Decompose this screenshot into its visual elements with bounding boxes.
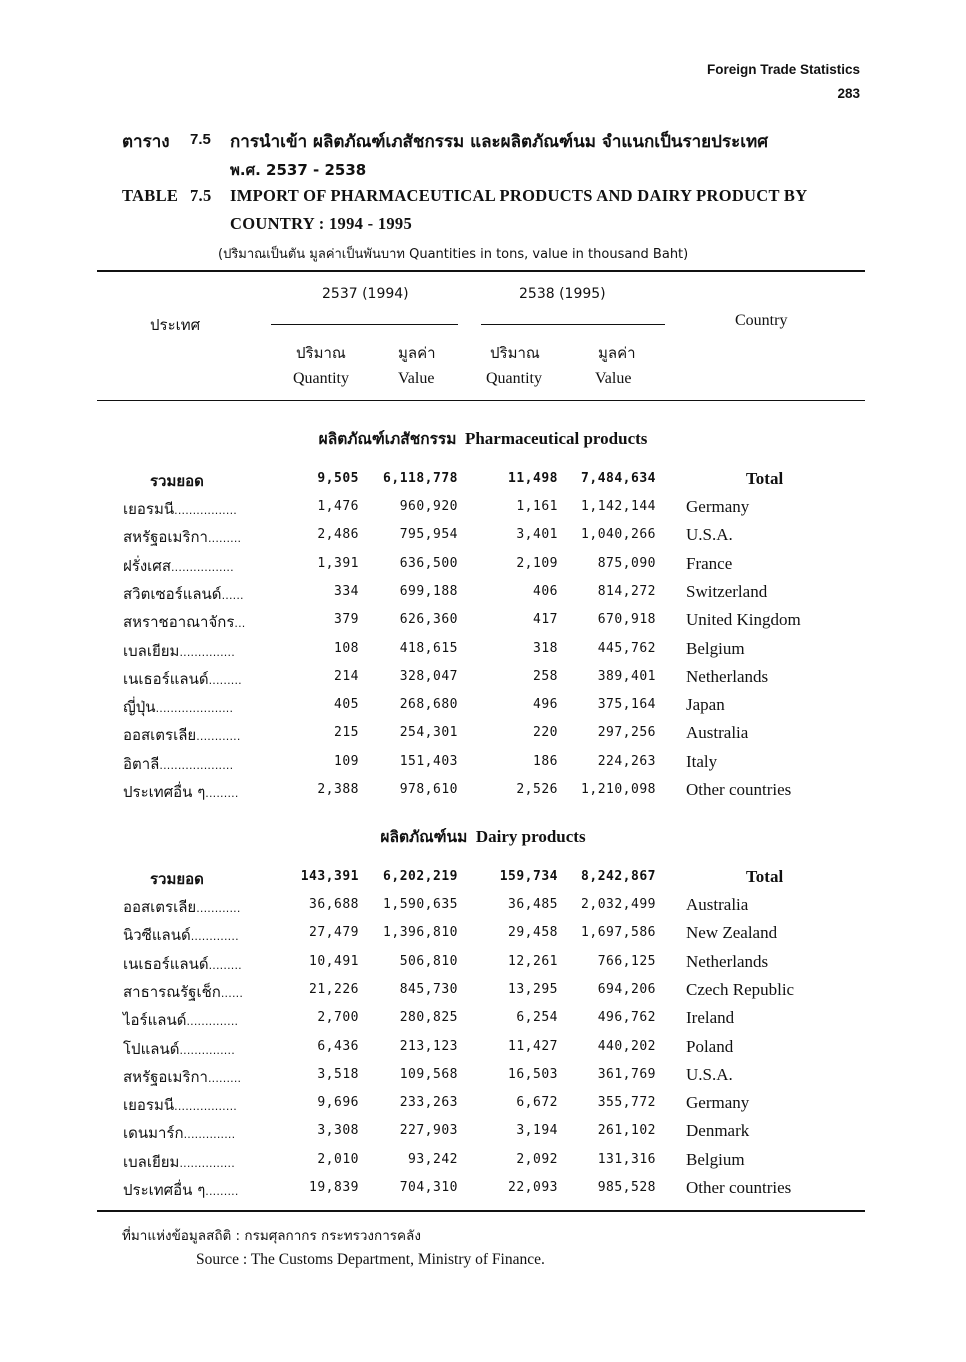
- val2-th-header: มูลค่า: [598, 344, 636, 362]
- row-value-1995: 224,263: [597, 753, 656, 769]
- qty2-en-header: Quantity: [486, 370, 542, 387]
- row-country-en: Poland: [686, 1036, 734, 1056]
- table-row: [0, 752, 966, 776]
- table-row: [0, 525, 966, 549]
- qty2-th-header: ปริมาณ: [490, 344, 540, 362]
- row-value-1994: 506,810: [399, 953, 458, 969]
- row-value-1995: 389,401: [597, 668, 656, 684]
- qty1-en-header: Quantity: [293, 370, 349, 387]
- row-country-th: นิวซีแลนด์.............: [123, 926, 239, 945]
- row-country-en: Belgium: [686, 1149, 745, 1169]
- row-value-1995: 7,484,634: [581, 471, 656, 486]
- row-qty-1995: 12,261: [508, 953, 558, 969]
- row-country-en: Italy: [686, 751, 718, 771]
- row-country-th: สาธารณรัฐเช็ก......: [123, 982, 244, 1001]
- row-qty-1995: 6,672: [516, 1095, 558, 1111]
- row-value-1995: 1,040,266: [581, 527, 656, 543]
- row-country-en: Denmark: [686, 1121, 750, 1141]
- leader-dots: ..............: [183, 1128, 236, 1142]
- table-row: [0, 1093, 966, 1117]
- row-value-1995: 297,256: [597, 725, 656, 741]
- row-value-1994: 93,242: [408, 1151, 458, 1167]
- row-country-th: เดนมาร์ก..............: [123, 1124, 236, 1143]
- row-country-th: ประเทศอื่น ๆ.........: [123, 783, 239, 801]
- row-value-1995: 8,242,867: [581, 869, 656, 884]
- row-qty-1995: 6,254: [516, 1010, 558, 1026]
- row-value-1995: 766,125: [597, 953, 656, 969]
- table-top-rule: [97, 270, 865, 272]
- row-qty-1994: 109: [334, 753, 359, 769]
- table-row-total-pharma: [0, 469, 966, 493]
- row-country-th: รวมยอด: [150, 870, 204, 888]
- row-qty-1994: 27,479: [309, 925, 359, 941]
- table-row: [0, 1178, 966, 1202]
- row-qty-1994: 2,010: [317, 1151, 359, 1167]
- table-number-th: 7.5: [190, 131, 211, 148]
- table-row: [0, 610, 966, 634]
- row-qty-1994: 215: [334, 725, 359, 741]
- leader-dots: ...............: [179, 1156, 235, 1170]
- row-qty-1995: 318: [533, 640, 558, 656]
- row-country-en: Netherlands: [686, 666, 769, 686]
- row-country-en: Netherlands: [686, 951, 769, 971]
- row-value-1994: 280,825: [399, 1010, 458, 1026]
- section-title-dairy: [0, 824, 966, 849]
- row-country-en: Switzerland: [686, 581, 768, 601]
- title-en-line1: IMPORT OF PHARMACEUTICAL PRODUCTS AND DAIRY PRODUCT BY: [230, 186, 808, 205]
- row-country-th: ญี่ปุ่น.....................: [123, 698, 234, 717]
- row-value-1995: 875,090: [597, 555, 656, 571]
- table-row-total-dairy: [0, 867, 966, 891]
- qty1-th-header: ปริมาณ: [296, 344, 346, 362]
- row-country-th: ประเทศอื่น ๆ.........: [123, 1181, 239, 1199]
- row-qty-1995: 11,498: [508, 471, 558, 486]
- row-country-th: ไอร์แลนด์..............: [123, 1011, 239, 1030]
- row-qty-1994: 19,839: [309, 1180, 359, 1195]
- val1-th-header: มูลค่า: [398, 344, 436, 362]
- row-value-1995: 1,210,098: [581, 782, 656, 797]
- row-value-1994: 845,730: [399, 981, 458, 997]
- row-value-1995: 2,032,499: [581, 897, 656, 912]
- row-value-1994: 960,920: [399, 499, 458, 514]
- row-country-th: ออสเตรเลีย............: [123, 898, 241, 916]
- row-qty-1995: 1,161: [516, 499, 558, 514]
- row-qty-1995: 406: [533, 583, 558, 599]
- row-qty-1994: 3,518: [317, 1066, 359, 1082]
- header-bottom-rule: [97, 400, 865, 401]
- row-country-th: ออสเตรเลีย............: [123, 726, 241, 745]
- row-value-1995: 496,762: [597, 1010, 656, 1026]
- row-country-en: New Zealand: [686, 923, 778, 943]
- leader-dots: ......: [221, 588, 244, 602]
- val1-en-header: Value: [398, 370, 435, 387]
- row-value-1994: 233,263: [399, 1095, 458, 1111]
- row-qty-1994: 2,486: [317, 527, 359, 543]
- year1-underline: [271, 324, 458, 325]
- row-qty-1995: 16,503: [508, 1066, 558, 1082]
- row-value-1994: 418,615: [399, 640, 458, 656]
- year1-header: 2537 (1994): [322, 286, 409, 302]
- row-qty-1995: 417: [533, 612, 558, 628]
- table-row: [0, 582, 966, 606]
- row-qty-1994: 1,476: [317, 499, 359, 514]
- row-qty-1995: 3,401: [516, 527, 558, 543]
- row-qty-1994: 143,391: [300, 869, 359, 884]
- table-row: [0, 895, 966, 919]
- leader-dots: .........: [207, 532, 242, 546]
- row-value-1994: 254,301: [399, 725, 458, 741]
- row-country-en: Czech Republic: [686, 979, 795, 999]
- table-row: [0, 497, 966, 521]
- row-qty-1994: 9,505: [317, 471, 359, 486]
- row-value-1995: 1,142,144: [581, 499, 656, 514]
- row-qty-1995: 159,734: [499, 869, 558, 884]
- leader-dots: .........: [208, 958, 242, 972]
- year2-header: 2538 (1995): [519, 286, 606, 302]
- row-country-th: เนเธอร์แลนด์.........: [123, 954, 242, 973]
- row-value-1994: 328,047: [399, 668, 458, 684]
- row-qty-1995: 258: [533, 668, 558, 684]
- row-country-th: สหราชอาณาจักร...: [123, 613, 246, 632]
- row-value-1995: 445,762: [597, 640, 656, 656]
- row-country-th: เบลเยียม...............: [123, 641, 235, 660]
- row-qty-1994: 405: [334, 697, 359, 713]
- table-row: [0, 923, 966, 947]
- row-value-1995: 361,769: [597, 1066, 656, 1082]
- table-label-th: ตาราง: [122, 132, 170, 152]
- leader-dots: .........: [205, 1185, 239, 1198]
- row-country-th: เบลเยียม...............: [123, 1152, 235, 1171]
- row-country-th: เยอรมนี.................: [123, 1096, 237, 1115]
- row-qty-1994: 6,436: [317, 1038, 359, 1054]
- row-qty-1994: 2,700: [317, 1010, 359, 1026]
- row-country-th: เยอรมนี.................: [123, 500, 237, 518]
- page-number: 283: [837, 86, 860, 101]
- row-country-en: Germany: [686, 497, 750, 516]
- row-qty-1995: 29,458: [508, 925, 558, 941]
- row-country-en: France: [686, 553, 733, 573]
- table-label-en: TABLE: [122, 186, 179, 205]
- section-title-dairy-en: Dairy products: [475, 827, 586, 846]
- table-row: [0, 1121, 966, 1145]
- row-country-th: สหรัฐอเมริกา.........: [123, 1067, 242, 1086]
- leader-dots: .................: [170, 560, 234, 574]
- row-value-1995: 694,206: [597, 981, 656, 997]
- row-value-1995: 375,164: [597, 697, 656, 713]
- table-row: [0, 667, 966, 691]
- country-th-header: ประเทศ: [150, 316, 201, 334]
- row-value-1995: 261,102: [597, 1123, 656, 1139]
- source-th: ที่มาแห่งข้อมูลสถิติ : กรมศุลกากร กระทรวงการคลัง: [122, 1228, 421, 1244]
- row-qty-1994: 3,308: [317, 1123, 359, 1139]
- row-value-1995: 131,316: [597, 1151, 656, 1167]
- row-qty-1994: 1,391: [317, 555, 359, 571]
- table-row: [0, 1037, 966, 1061]
- row-country-en: Australia: [686, 723, 749, 743]
- row-qty-1995: 186: [533, 753, 558, 769]
- title-th-line2: พ.ศ. 2537 - 2538: [230, 161, 367, 179]
- row-country-th: โปแลนด์...............: [123, 1039, 235, 1058]
- row-qty-1995: 2,526: [516, 782, 558, 797]
- row-value-1995: 814,272: [597, 583, 656, 599]
- leader-dots: ......: [220, 986, 244, 1000]
- row-country-th: สหรัฐอเมริกา.........: [123, 528, 242, 547]
- row-qty-1995: 496: [533, 697, 558, 713]
- leader-dots: .................: [174, 504, 237, 517]
- table-row: [0, 1008, 966, 1032]
- row-country-en: Total: [746, 867, 784, 886]
- leader-dots: ..............: [186, 1015, 239, 1029]
- row-qty-1994: 9,696: [317, 1095, 359, 1111]
- row-qty-1994: 36,688: [309, 897, 359, 912]
- leader-dots: .................: [174, 1100, 237, 1114]
- row-country-en: Other countries: [686, 1178, 792, 1197]
- table-row: [0, 1150, 966, 1174]
- table-row: [0, 1065, 966, 1089]
- year2-underline: [481, 324, 665, 325]
- row-value-1994: 109,568: [399, 1066, 458, 1082]
- table-bottom-rule: [97, 1210, 865, 1212]
- row-qty-1995: 11,427: [508, 1038, 558, 1054]
- row-country-en: Germany: [686, 1093, 750, 1113]
- row-value-1994: 151,403: [399, 753, 458, 769]
- row-value-1994: 795,954: [399, 527, 458, 543]
- leader-dots: .........: [207, 1071, 242, 1085]
- val2-en-header: Value: [595, 370, 632, 387]
- row-qty-1995: 22,093: [508, 1180, 558, 1195]
- row-qty-1995: 36,485: [508, 897, 558, 912]
- table-row: [0, 780, 966, 804]
- row-qty-1994: 108: [334, 640, 359, 656]
- table-row: [0, 980, 966, 1004]
- row-qty-1995: 13,295: [508, 981, 558, 997]
- row-value-1995: 985,528: [597, 1180, 656, 1195]
- row-country-en: U.S.A.: [686, 525, 733, 545]
- country-en-header: Country: [735, 312, 788, 329]
- leader-dots: ............: [196, 730, 241, 744]
- row-value-1994: 699,188: [399, 583, 458, 599]
- publication-title: Foreign Trade Statistics: [706, 62, 860, 77]
- row-country-th: อิตาลี....................: [123, 754, 234, 773]
- row-value-1994: 636,500: [399, 555, 458, 571]
- row-country-en: Other countries: [686, 780, 792, 799]
- leader-dots: ...............: [179, 1043, 235, 1057]
- row-value-1995: 440,202: [597, 1038, 656, 1054]
- section-title-pharma-en: Pharmaceutical products: [464, 429, 648, 448]
- table-row: [0, 639, 966, 663]
- row-country-th: รวมยอด: [150, 472, 204, 490]
- section-title-pharma-th: ผลิตภัณฑ์เภสัชกรรม: [318, 430, 457, 448]
- table-row: [0, 554, 966, 578]
- leader-dots: .........: [208, 673, 242, 687]
- row-value-1995: 1,697,586: [581, 925, 656, 941]
- row-country-th: สวิตเซอร์แลนด์......: [123, 584, 244, 603]
- row-country-en: Japan: [686, 695, 725, 715]
- row-qty-1995: 2,109: [516, 555, 558, 571]
- title-en-line2: COUNTRY : 1994 - 1995: [230, 214, 413, 233]
- row-value-1994: 626,360: [399, 612, 458, 628]
- leader-dots: .....................: [155, 702, 234, 716]
- row-country-en: Ireland: [686, 1008, 735, 1028]
- leader-dots: ....................: [159, 758, 234, 772]
- title-th-line1: การนำเข้า ผลิตภัณฑ์เภสัชกรรม และผลิตภัณฑ์นม จำแนกเป็นรายประเทศ: [230, 132, 769, 152]
- row-qty-1994: 2,388: [317, 782, 359, 797]
- leader-dots: ...............: [179, 645, 235, 659]
- row-country-th: เนเธอร์แลนด์.........: [123, 669, 242, 688]
- row-country-en: Australia: [686, 895, 749, 914]
- row-country-en: United Kingdom: [686, 610, 801, 630]
- row-qty-1995: 220: [533, 725, 558, 741]
- row-value-1994: 1,590,635: [383, 897, 458, 912]
- row-value-1995: 355,772: [597, 1095, 656, 1111]
- section-title-dairy-th: ผลิตภัณฑ์นม: [380, 828, 468, 846]
- row-qty-1995: 2,092: [516, 1151, 558, 1167]
- row-value-1994: 6,202,219: [383, 869, 458, 884]
- row-country-en: Belgium: [686, 638, 745, 658]
- row-qty-1994: 21,226: [309, 981, 359, 997]
- row-qty-1994: 379: [334, 612, 359, 628]
- leader-dots: ............: [196, 902, 241, 915]
- table-row: [0, 952, 966, 976]
- row-value-1994: 6,118,778: [383, 471, 458, 486]
- leader-dots: .............: [190, 930, 239, 944]
- row-country-th: ฝรั่งเศส.................: [123, 556, 234, 575]
- section-title-pharma: [0, 426, 966, 451]
- row-country-en: U.S.A.: [686, 1064, 733, 1084]
- row-value-1994: 978,610: [399, 782, 458, 797]
- row-country-en: Total: [746, 469, 784, 488]
- leader-dots: .........: [205, 787, 239, 800]
- row-value-1994: 227,903: [399, 1123, 458, 1139]
- row-value-1994: 704,310: [399, 1180, 458, 1195]
- source-en: Source : The Customs Department, Ministry of Finance.: [196, 1251, 545, 1268]
- row-value-1994: 213,123: [399, 1038, 458, 1054]
- row-value-1995: 670,918: [597, 612, 656, 628]
- row-value-1994: 268,680: [399, 697, 458, 713]
- row-qty-1994: 10,491: [309, 953, 359, 969]
- row-qty-1994: 334: [334, 583, 359, 599]
- units-note: (ปริมาณเป็นตัน มูลค่าเป็นพันบาท Quantities in tons, value in thousand Baht): [218, 247, 689, 262]
- leader-dots: ...: [234, 617, 246, 631]
- row-qty-1995: 3,194: [516, 1123, 558, 1139]
- row-qty-1994: 214: [334, 668, 359, 684]
- table-row: [0, 723, 966, 747]
- table-row: [0, 695, 966, 719]
- row-value-1994: 1,396,810: [383, 925, 458, 941]
- table-number-en: 7.5: [190, 186, 212, 205]
